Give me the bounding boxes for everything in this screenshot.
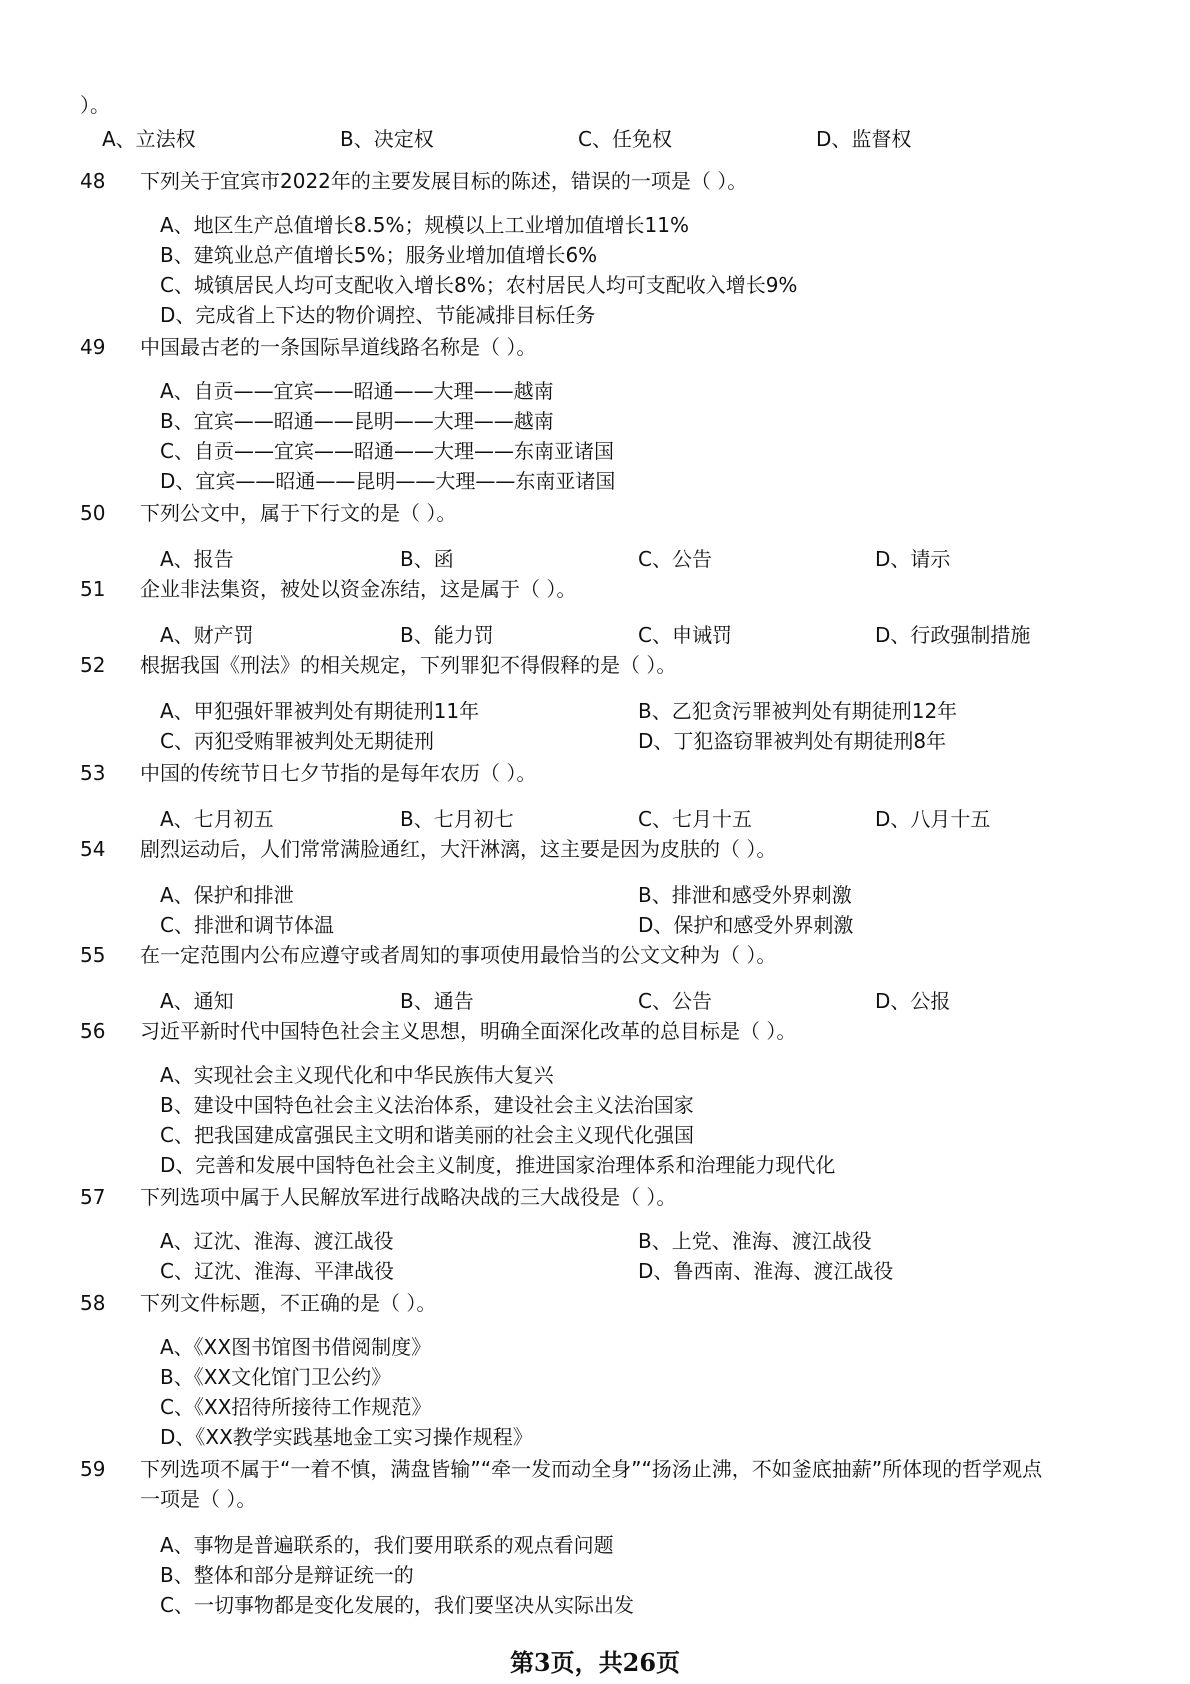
option-a: A、《XX图书馆图书借阅制度》 [160,1335,432,1359]
question-stem: 下列文件标题，不正确的是（ ）。 [140,1291,437,1315]
option-a: A、通知 [160,989,234,1013]
option-a: A、自贡——宜宾——昭通——大理——越南 [160,379,554,403]
question-number: 53 [80,761,106,785]
option-d: D、鲁西南、淮海、渡江战役 [638,1259,894,1283]
option-c: C、排泄和调节体温 [160,913,334,937]
option-a: A、辽沈、淮海、渡江战役 [160,1229,394,1253]
question-stem: 下列公文中，属于下行文的是（ ）。 [140,501,457,525]
option-b: B、乙犯贪污罪被判处有期徒刑12年 [638,699,958,723]
question-stem: 习近平新时代中国特色社会主义思想，明确全面深化改革的总目标是（ ）。 [140,1019,797,1043]
question-stem: 根据我国《刑法》的相关规定，下列罪犯不得假释的是（ ）。 [140,653,677,677]
question-number: 49 [80,335,106,359]
option-c: C、丙犯受贿罪被判处无期徒刑 [160,729,434,753]
option-c: C、七月十五 [638,807,752,831]
option-c: C、城镇居民人均可支配收入增长8%；农村居民人均可支配收入增长9% [160,273,798,297]
question-stem: 企业非法集资，被处以资金冻结，这是属于（ ）。 [140,577,577,601]
option-a: A、事物是普遍联系的，我们要用联系的观点看问题 [160,1533,614,1557]
option-c: C、自贡——宜宾——昭通——大理——东南亚诸国 [160,439,614,463]
option-c: C、一切事物都是变化发展的，我们要坚决从实际出发 [160,1593,634,1617]
question-number: 54 [80,837,106,861]
q47-option-a: A、立法权 [102,127,196,151]
page-footer: 第3页，共26页 [509,1648,681,1677]
option-d: D、行政强制措施 [875,623,1031,647]
option-a: A、实现社会主义现代化和中华民族伟大复兴 [160,1063,554,1087]
option-b: B、《XX文化馆门卫公约》 [160,1365,392,1389]
question-number: 52 [80,653,106,677]
option-c: C、公告 [638,989,712,1013]
question-number: 50 [80,501,106,525]
q47-option-c: C、任免权 [578,127,672,151]
question-number: 56 [80,1019,106,1043]
question-stem: 下列选项中属于人民解放军进行战略决战的三大战役是（ ）。 [140,1185,677,1209]
option-c: C、辽沈、淮海、平津战役 [160,1259,394,1283]
option-a: A、报告 [160,547,234,571]
question-number: 51 [80,577,106,601]
option-d: D、丁犯盗窃罪被判处有期徒刑8年 [638,729,947,753]
q47-option-b: B、决定权 [340,127,434,151]
option-b: B、能力罚 [400,623,494,647]
option-c: C、把我国建成富强民主文明和谐美丽的社会主义现代化强国 [160,1123,694,1147]
option-b: B、排泄和感受外界刺激 [638,883,852,907]
option-c: C、公告 [638,547,712,571]
question-number: 58 [80,1291,106,1315]
option-b: B、七月初七 [400,807,514,831]
option-a: A、财产罚 [160,623,254,647]
question-stem: 下列关于宜宾市2022年的主要发展目标的陈述，错误的一项是（ ）。 [140,169,748,193]
option-c: C、《XX招待所接待工作规范》 [160,1395,432,1419]
option-b: B、宜宾——昭通——昆明——大理——越南 [160,409,554,433]
option-a: A、甲犯强奸罪被判处有期徒刑11年 [160,699,480,723]
question-stem: 中国的传统节日七夕节指的是每年农历（ ）。 [140,761,537,785]
question-number: 48 [80,169,106,193]
option-b: B、通告 [400,989,474,1013]
question-number: 57 [80,1185,106,1209]
option-d: D、完成省上下达的物价调控、节能减排目标任务 [160,303,596,327]
option-d: D、请示 [875,547,951,571]
option-b: B、建设中国特色社会主义法治体系，建设社会主义法治国家 [160,1093,694,1117]
option-d: D、公报 [875,989,951,1013]
question-stem: 剧烈运动后，人们常常满脸通红，大汗淋漓，这主要是因为皮肤的（ ）。 [140,837,777,861]
option-a: A、地区生产总值增长8.5%；规模以上工业增加值增长11% [160,213,689,237]
option-d: D、八月十五 [875,807,991,831]
option-d: D、完善和发展中国特色社会主义制度，推进国家治理体系和治理能力现代化 [160,1153,836,1177]
option-d: D、保护和感受外界刺激 [638,913,854,937]
option-c: C、申诫罚 [638,623,732,647]
question-stem-continued: 一项是（ ）。 [140,1487,257,1511]
question-stem: 在一定范围内公布应遵守或者周知的事项使用最恰当的公文文种为（ ）。 [140,943,777,967]
option-d: D、宜宾——昭通——昆明——大理——东南亚诸国 [160,469,616,493]
option-b: B、整体和部分是辩证统一的 [160,1563,414,1587]
option-b: B、上党、淮海、渡江战役 [638,1229,872,1253]
question-stem: 中国最古老的一条国际旱道线路名称是（ ）。 [140,335,537,359]
option-a: A、保护和排泄 [160,883,294,907]
question-stem: 下列选项不属于“一着不慎，满盘皆输”“牵一发而动全身”“扬汤止沸，不如釜底抽薪”所体现的哲学观点 [140,1457,1043,1481]
option-d: D、《XX教学实践基地金工实习操作规程》 [160,1425,533,1449]
option-b: B、建筑业总产值增长5%；服务业增加值增长6% [160,243,598,267]
question-number: 55 [80,943,106,967]
question-47-tail: ）。 [80,93,110,117]
option-b: B、函 [400,547,454,571]
q47-option-d: D、监督权 [816,127,912,151]
option-a: A、七月初五 [160,807,274,831]
question-number: 59 [80,1457,106,1481]
